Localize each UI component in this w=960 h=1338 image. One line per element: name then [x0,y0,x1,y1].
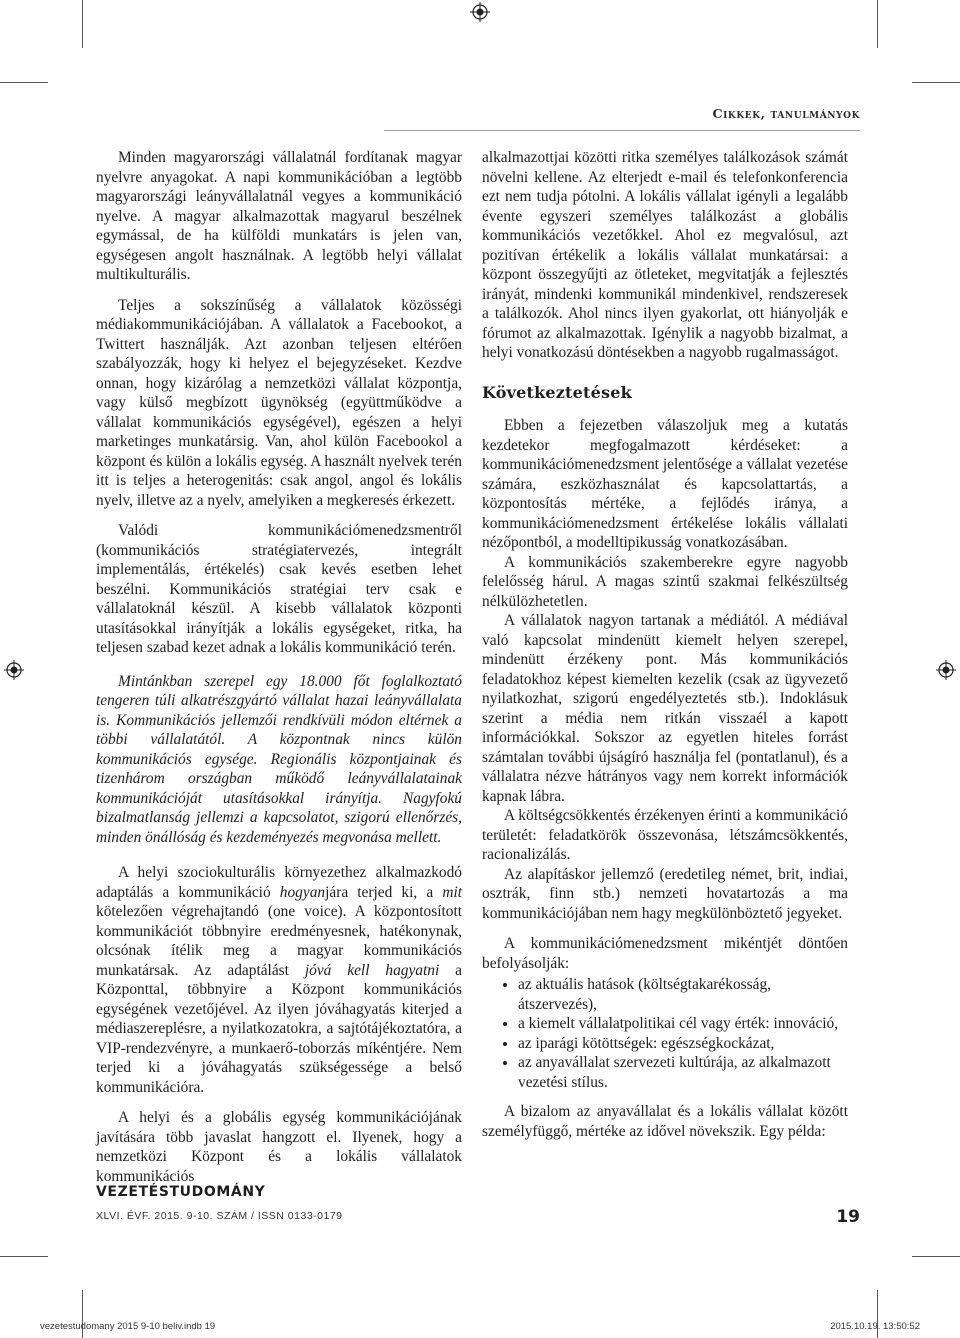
section-heading: Következtetések [482,382,632,402]
list-item: • az iparági kötöttségek: egészségkockázat, [518,1034,848,1054]
paragraph: A helyi és a globális egység kommunikációjának javítására több javaslat hangzott el. Ilyenek, hogy a nemzetközi Központ és a lokális vállalatok kommunikációs [96,1109,462,1185]
crop-mark [0,1256,48,1257]
registration-mark-icon [470,2,490,22]
running-head: Cikkek, tanulmányok [712,106,860,121]
paragraph: Teljes a sokszínűség a vállalatok közösségi médiakommunikációjában. A vállalatok a Facebookot, a Twittert használják. Azt azonban teljesen eltérően szabályozzák, hogy ki helyez el bejegyzéseket. Kezdve onnan, hogy kizárólag a nemzetközi vállalat központja, vagy külső megbízott ügynökség (együttműködve a vállalat kommunikációs egységével), egészen a helyi marketinges munkatársig. Van, ahol külön Facebookol a központ és külön a lokális egység. A használt nyelvek terén itt is teljes a heterogenitás: csak angol, angol és lokális nyelv, illetve az a nyelv, amelyiken a megkeresés érkezett. [96,296,462,509]
paragraph: alkalmazottjai közötti ritka személyes találkozások számát növelni kellene. Az elterjedt e-mail és telefonkonferencia ezt nem tudja pótolni. A lokális vállalat igényli a legalább évente egyszeri személyes találkozást a globális kommunikációs vezetőkkel. Ahol ez megvalósul, azt pozitívan értékelik a lokális vállalat munkatársai: a központ összegyűjti az ötleteket, megvitatják a fejlesztés irányát, mindenki kommunikál mindenkivel, rendszeresek a találkozók. Ahol nincs ilyen gyakorlat, ott hiányolják e fórumot az alkalmazottak. Igénylik a nagyobb bizalmat, a helyi vonatkozású döntésekben a nagyobb rugalmasságot. [482,149,848,361]
header-rule [384,130,860,131]
crop-mark [912,82,960,83]
text-run: a Központtal, többnyire a Központ kommunikációs egységének vezetőjével. Az ilyen jóváhagyatás kiterjed a médiaszereplésre, a nyilatkozatokra, a sajtótájékoztatóra, a VIP-rendezvényre, a munkaerő-toborzás míkéntjére. Nem terjed ki a jóváhagyatás szükségessége a belső kommunikációra. [96,961,462,1096]
paragraph: A kommunikációs szakemberekre egyre nagyobb felelősség hárul. A magas szintű szakmai felkészültség nélkülözhetetlen. [482,553,848,610]
paragraph: A kommunikációmenedzsment mikéntjét döntően befolyásolják: [482,935,848,972]
bullet-list [482,975,848,1092]
text-run: A helyi szociokulturális környezethez alkalmazkodó adaptálás a kommunikáció [96,864,462,901]
crop-mark [912,1256,960,1257]
paragraph: A vállalatok nagyon tartanak a médiától. A médiával való kapcsolat mindenütt kiemelt helyen szerepel, mindenütt érzékeny pont. Más kommunikációs feladatokhoz képest kiemelten kezelik (csak az ügyvezető nyilatkozhat, szigorú engedélyeztetés stb.). Indoklásuk szerint a média nem ritkán visszaél a kapott információkkal. Sokszor az egyetlen hiteles forrást számtalan további újságíró használja fel (pontatlanul), és a vállalatra nézve hátrányos vagy nem korrekt információk kapnak lábra. [482,612,848,805]
emphasis: jóvá kell hagyatni [304,961,440,979]
paragraph: Ebben a fejezetben válaszoljuk meg a kutatás kezdetekor megfogalmazott kérdéseket: a kommunikációmenedzsment jelentősége a vállalat vezetése számára, eszközhasználat és kapcsolattartás, a központosítás mértéke, a fejlődés iránya, a kommunikációmenedzsment értékelése lokális vállalati nézőpontból, a modelltipikusság vonatkozásában. [482,417,848,551]
left-column [96,148,462,1186]
crop-mark [82,0,83,48]
text-run: kötelezően végrehajtandó (one voice). A központosított kommunikációt többnyire eredményesnek, hatékonynak, olcsónak ítélik meg a magyar kommunikációs munkatársak. Az adaptálást [96,903,462,979]
paragraph: A költségcsökkentés érzékenyen érinti a kommunikáció területét: feladatkörök összevonása, létszámcsökkentés, racionalizálás. [482,807,848,863]
right-column [482,148,848,1141]
printer-slug-file: vezetestudomany 2015 9-10 beliv.indb 19 [40,1321,216,1332]
registration-mark-icon [936,660,956,680]
text-run: jára terjed ki, a [325,883,443,901]
case-study-quote: Mintánkban szerepel egy 18.000 főt foglalkoztató tengeren túli alkatrészgyártó vállalat hazai leányvállalata is. Kommunikációs jellemzői rendkívüli módon eltérnek a többi vállalatától. A központnak nincs külön kommunikációs egysége. Regionális központjainak és tizenhárom országban működő leányvállalatainak kommunikációját utasításokkal irányítja. Nagyfokú bizalmatlanság jellemzi a kapcsolatot, szigorú ellenőrzés, minden önállóság és kezdeményezés megvonása mellett. [96,672,462,846]
registration-mark-icon [4,660,24,680]
paragraph: Valódi kommunikációmenedzsmentről (kommunikációs stratégiatervezés, integrált implementálás, értékelés) csak kevés esetben lehet beszélni. Kommunikációs stratégiai terv csak e vállalatoknál készül. A kisebb vállalatok központi utasításokkal irányítják a lokális egységeket, ritka, ha teljesen szabad kezet adnak a lokális kommunikáció terén. [96,522,462,656]
printer-slug-date: 2015.10.19. 13:50:52 [830,1321,920,1332]
journal-name: VEZETÉSTUDOMÁNY [96,1184,266,1200]
crop-mark [0,82,48,83]
list-item: • a kiemelt vállalatpolitikai cél vagy érték: innováció, [518,1014,848,1034]
list-item: • az aktuális hatások (költségtakarékosság, átszervezés), [518,975,848,1014]
emphasis: mit [442,883,462,901]
page-number: 19 [836,1207,860,1227]
list-item: • az anyavállalat szervezeti kultúrája, az alkalmazott vezetési stílus. [518,1053,848,1092]
paragraph: Minden magyarországi vállalatnál fordítanak magyar nyelvre anyagokat. A napi kommunikációban a legtöbb magyarországi leányvállalatnál vegyes a kommunikáció nyelve. A magyar alkalmazottak magyarul beszélnek egymással, de ha külföldi munkatárs is jelen van, egységesen angolt használnak. A legtöbb helyi vállalat multikulturális. [96,149,462,283]
paragraph [96,863,462,1097]
emphasis: hogyan [279,883,326,901]
crop-mark [877,0,878,48]
journal-issue: XLVI. ÉVF. 2015. 9-10. SZÁM / ISSN 0133-0179 [96,1210,343,1222]
paragraph: Az alapításkor jellemző (eredetileg német, brit, indiai, osztrák, finn stb.) nemzeti hovatartozás a ma kommunikációjában nem hagy megkülönböztető jegyeket. [482,865,848,922]
paragraph: A bizalom az anyavállalat és a lokális vállalat között személyfüggő, mértéke az idővel növekszik. Egy példa: [482,1103,848,1140]
